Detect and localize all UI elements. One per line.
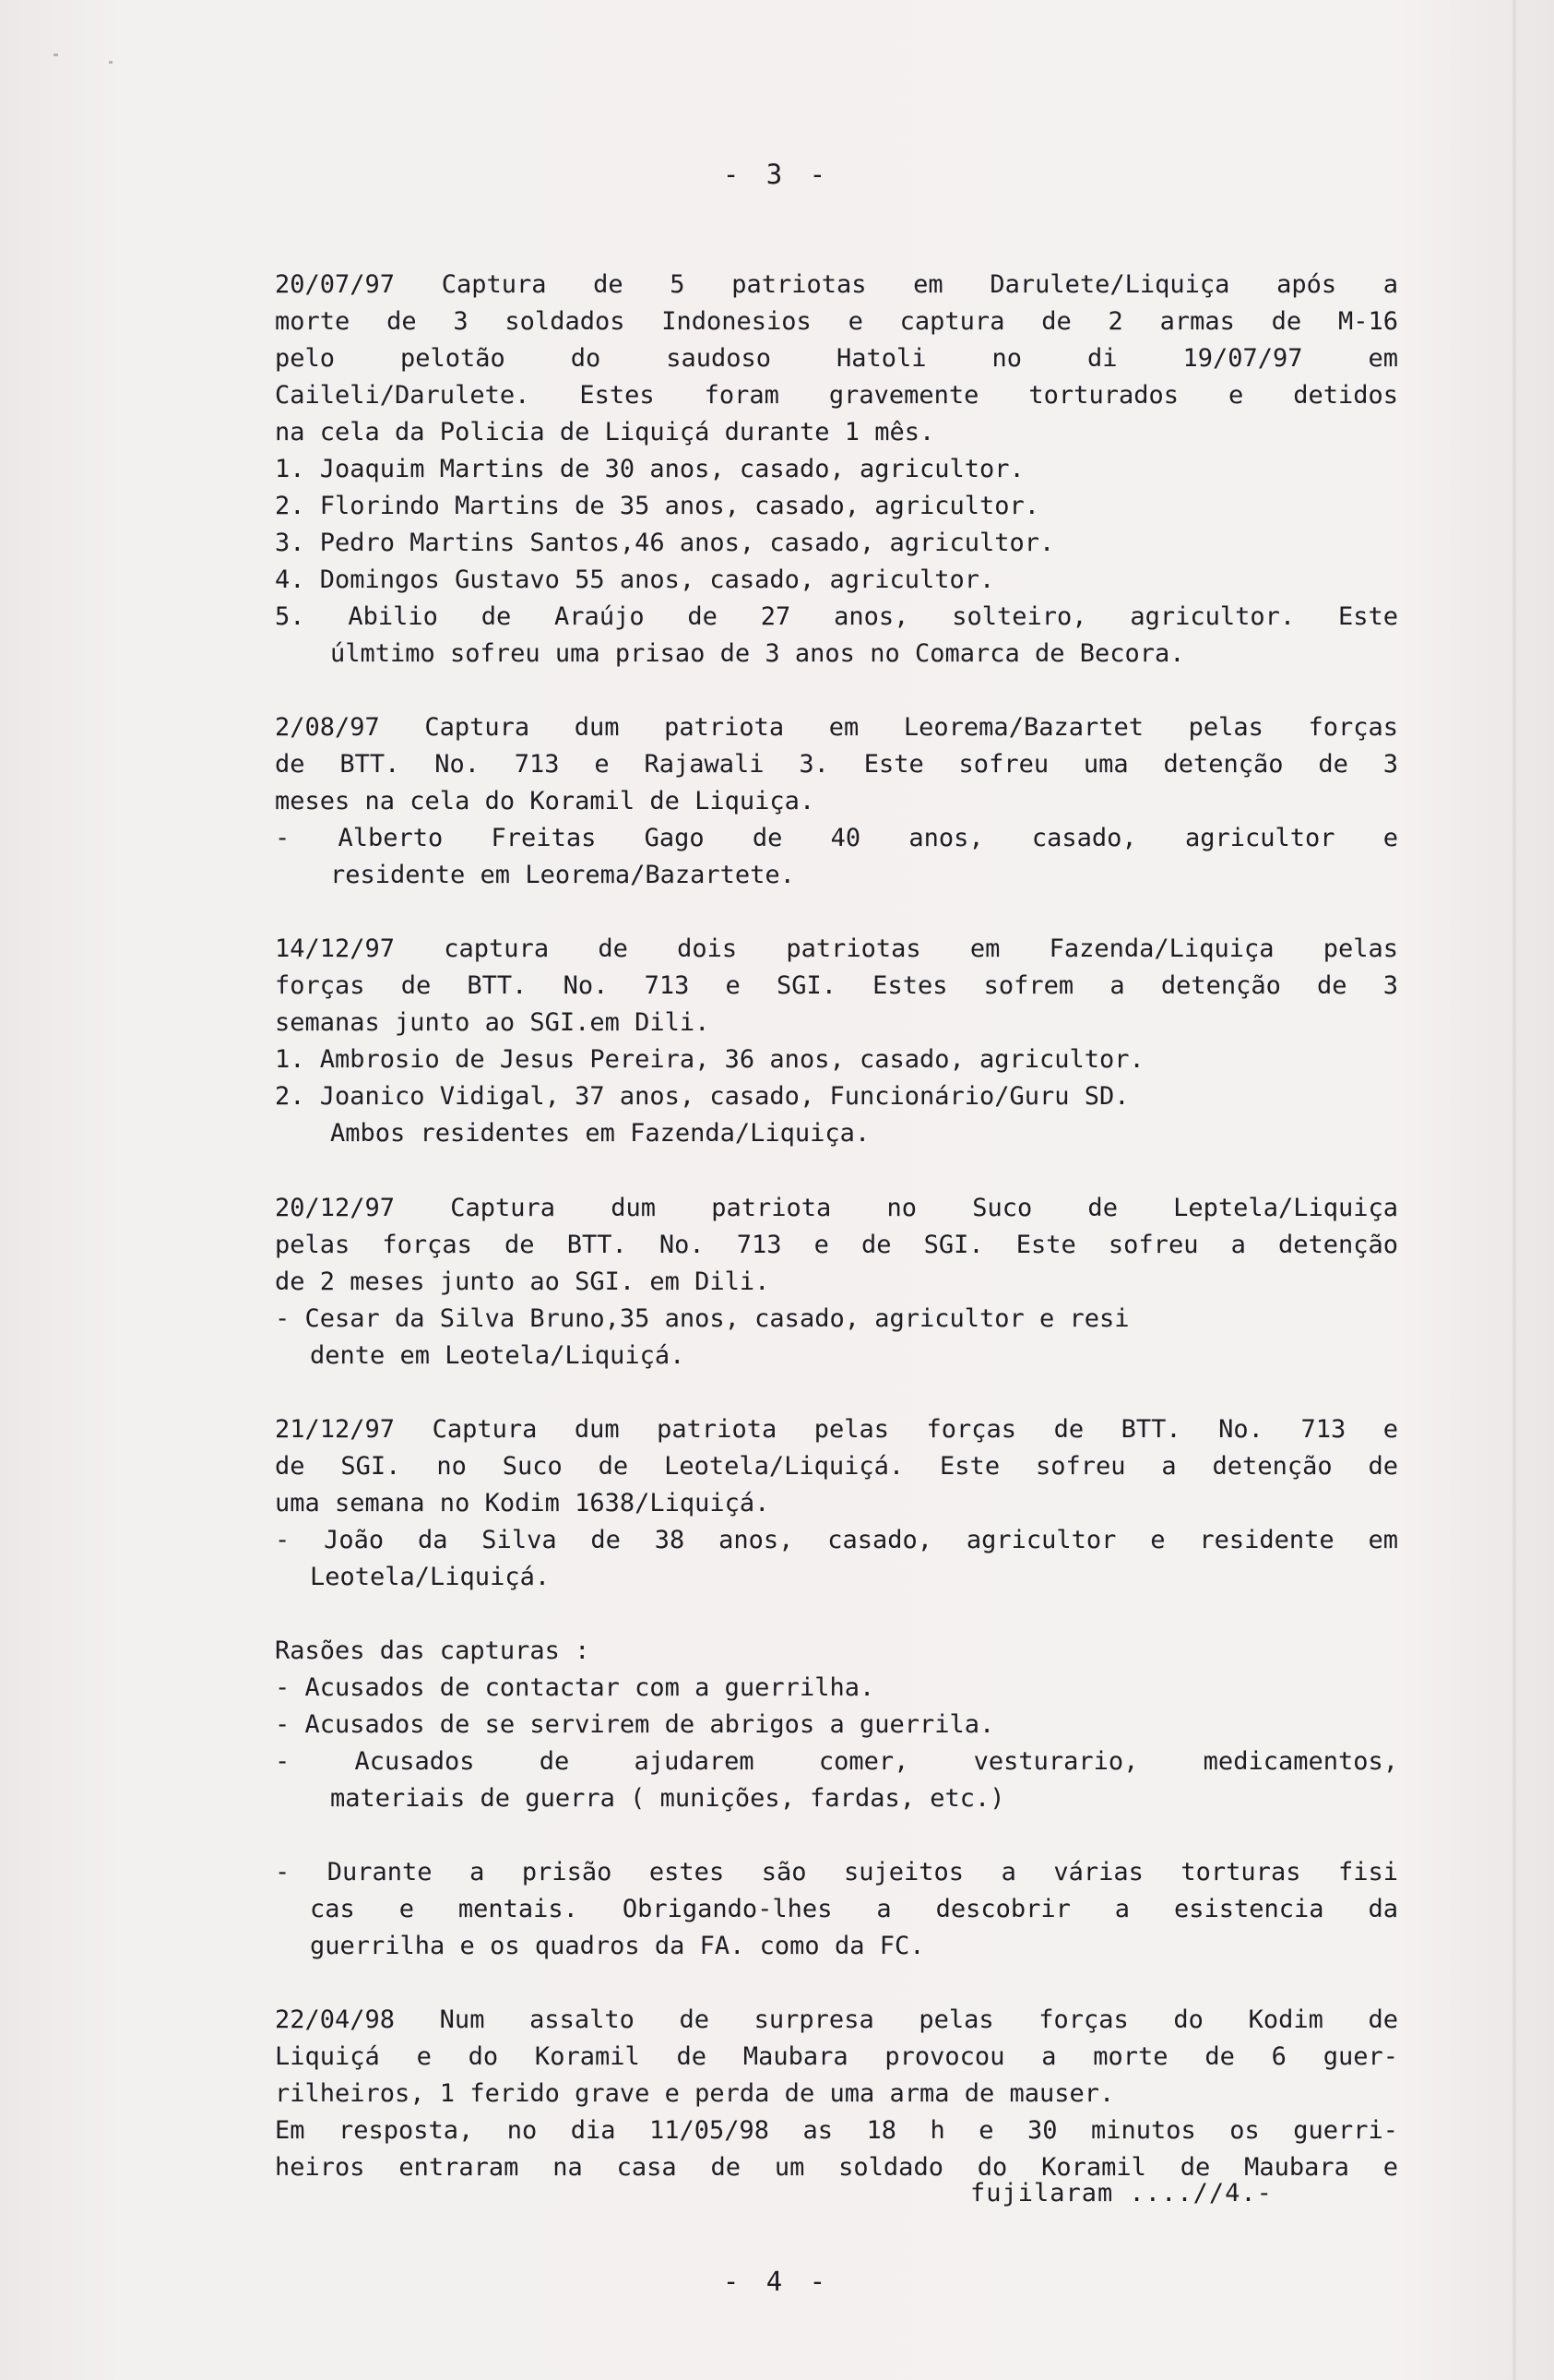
entry-capture-20-07-97	[275, 267, 1398, 672]
text-line: dente em Leotela/Liquiçá.	[310, 1341, 685, 1370]
text-line: guerrilha e os quadros da FA. como da FC.	[310, 1932, 925, 1960]
text-line: 20/07/97 Captura de 5 patriotas em Darulete/Liquiça após a	[275, 270, 1398, 299]
entry-capture-2-08-97	[275, 709, 1398, 894]
text-line: 22/04/98 Num assalto de surpresa pelas forças do Kodim de	[275, 2005, 1398, 2034]
text-line: heiros entraram na casa de um soldado do Koramil de Maubara e	[275, 2153, 1398, 2182]
text-line: residente em Leorema/Bazartete.	[330, 861, 795, 889]
text-line: úlmtimo sofreu uma prisao de 3 anos no Comarca de Becora.	[330, 639, 1185, 668]
text-line: cas e mentais. Obrigando-lhes a descobrir a esistencia da	[310, 1895, 1398, 1923]
list-item: 2. Florindo Martins de 35 anos, casado, agricultor.	[275, 492, 1040, 520]
entry-assault-22-04-98	[275, 2002, 1398, 2186]
text-line: Ambos residentes em Fazenda/Liquiça.	[330, 1119, 871, 1148]
text-line: uma semana no Kodim 1638/Liquiçá.	[275, 1489, 770, 1517]
list-item: - João da Silva de 38 anos, casado, agricultor e residente em	[275, 1526, 1398, 1554]
list-item: - Acusados de se servirem de abrigos a guerrila.	[275, 1710, 995, 1739]
text-line: rilheiros, 1 ferido grave e perda de uma arma de mauser.	[275, 2079, 1115, 2108]
text-line: semanas junto ao SGI.em Dili.	[275, 1008, 710, 1037]
detention-note	[275, 1854, 1398, 1965]
text-line: forças de BTT. No. 713 e SGI. Estes sofrem a detenção de 3	[275, 971, 1398, 1000]
entry-capture-20-12-97	[275, 1190, 1398, 1374]
list-item: - Alberto Freitas Gago de 40 anos, casado, agricultor e	[275, 824, 1398, 852]
list-item: - Acusados de contactar com a guerrilha.	[275, 1673, 875, 1702]
text-line: de BTT. No. 713 e Rajawali 3. Este sofreu uma detenção de 3	[275, 750, 1398, 779]
entry-capture-21-12-97	[275, 1411, 1398, 1596]
capture-reasons	[275, 1633, 1398, 1817]
list-item: - Acusados de ajudarem comer, vesturario, medicamentos,	[275, 1747, 1398, 1776]
text-line: materiais de guerra ( munições, fardas, etc.)	[330, 1784, 1005, 1813]
paper-fold	[1512, 0, 1516, 2380]
text-line: meses na cela do Koramil de Liquiça.	[275, 787, 815, 815]
text-line: Liquiçá e do Koramil de Maubara provocou a morte de 6 guer-	[275, 2042, 1398, 2071]
text-line: na cela da Policia de Liquiçá durante 1 mês.	[275, 418, 935, 446]
list-item: 3. Pedro Martins Santos,46 anos, casado, agricultor.	[275, 529, 1055, 557]
entry-capture-14-12-97	[275, 931, 1398, 1152]
list-item: - Durante a prisão estes são sujeitos a várias torturas fisi	[275, 1858, 1398, 1886]
text-line: de SGI. no Suco de Leotela/Liquiçá. Este sofreu a detenção de	[275, 1452, 1398, 1481]
list-item: 5. Abilio de Araújo de 27 anos, solteiro, agricultor. Este	[275, 602, 1398, 631]
next-page-number: - 4 -	[722, 2266, 832, 2297]
text-line: Caileli/Darulete. Estes foram gravemente torturados e detidos	[275, 381, 1398, 410]
list-item: - Cesar da Silva Bruno,35 anos, casado, agricultor e resi	[275, 1304, 1130, 1333]
list-item: 1. Joaquim Martins de 30 anos, casado, agricultor.	[275, 455, 1025, 483]
text-line: pelo pelotão do saudoso Hatoli no di 19/07/97 em	[275, 344, 1398, 373]
text-line: 2/08/97 Captura dum patriota em Leorema/Bazartet pelas forças	[275, 713, 1398, 742]
list-item: 4. Domingos Gustavo 55 anos, casado, agricultor.	[275, 565, 995, 594]
paper-speck	[109, 61, 113, 64]
list-item: 1. Ambrosio de Jesus Pereira, 36 anos, casado, agricultor.	[275, 1045, 1145, 1074]
section-heading: Rasões das capturas :	[275, 1636, 590, 1665]
text-line: 21/12/97 Captura dum patriota pelas forças de BTT. No. 713 e	[275, 1415, 1398, 1444]
list-item: 2. Joanico Vidigal, 37 anos, casado, Funcionário/Guru SD.	[275, 1082, 1130, 1111]
text-line: morte de 3 soldados Indonesios e captura de 2 armas de M-16	[275, 307, 1398, 336]
text-line: Leotela/Liquiçá.	[310, 1563, 551, 1591]
text-line: de 2 meses junto ao SGI. em Dili.	[275, 1267, 770, 1296]
text-line: pelas forças de BTT. No. 713 e de SGI. Este sofreu a detenção	[275, 1231, 1398, 1259]
page-number: - 3 -	[722, 159, 832, 190]
text-line: 20/12/97 Captura dum patriota no Suco de Leptela/Liquiça	[275, 1194, 1398, 1222]
continuation-note: fujilaram ....//4.-	[970, 2179, 1273, 2207]
text-line: Em resposta, no dia 11/05/98 as 18 h e 30 minutos os guerri-	[275, 2116, 1398, 2145]
paper-speck	[53, 54, 58, 56]
text-line: 14/12/97 captura de dois patriotas em Fazenda/Liquiça pelas	[275, 934, 1398, 963]
